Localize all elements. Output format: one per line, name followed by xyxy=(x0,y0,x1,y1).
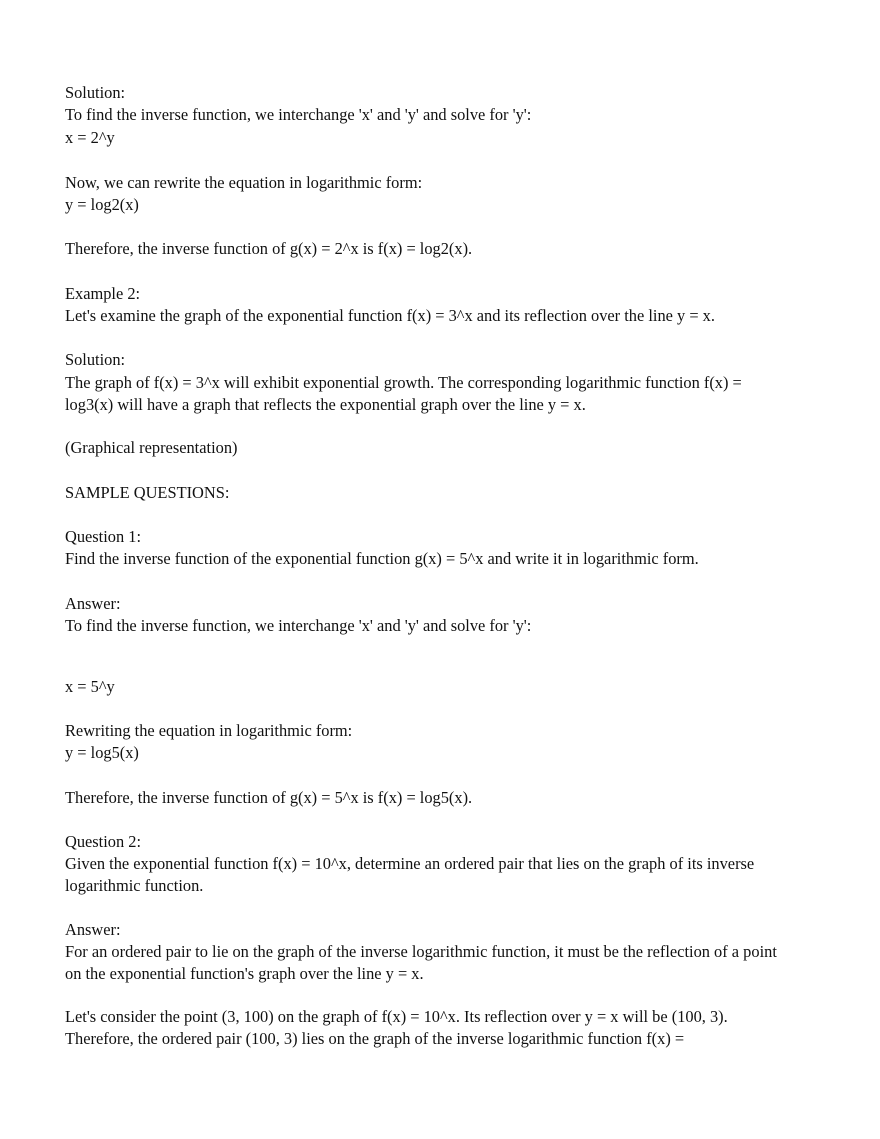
text-line: Find the inverse function of the exponential function g(x) = 5^x and write it in logarithmic form. xyxy=(65,549,699,568)
equation-line: y = log2(x) xyxy=(65,195,139,214)
text-line: (Graphical representation) xyxy=(65,438,238,457)
equation-line: y = log5(x) xyxy=(65,743,139,762)
text-line: Now, we can rewrite the equation in logarithmic form: xyxy=(65,173,423,192)
text-line: Therefore, the ordered pair (100, 3) lies on the graph of the inverse logarithmic function f(x) = xyxy=(65,1029,685,1048)
text-line: Let's examine the graph of the exponential function f(x) = 3^x and its reflection over the line y = x. xyxy=(65,306,715,325)
equation-line: x = 5^y xyxy=(65,677,115,696)
equation-line: x = 2^y xyxy=(65,128,115,147)
text-line: Rewriting the equation in logarithmic form: xyxy=(65,721,353,740)
text-line: log3(x) will have a graph that reflects the exponential graph over the line y = x. xyxy=(65,395,586,414)
text-line: To find the inverse function, we interchange 'x' and 'y' and solve for 'y': xyxy=(65,105,532,124)
text-line: For an ordered pair to lie on the graph of the inverse logarithmic function, it must be the reflection of a point xyxy=(65,942,777,961)
text-line: Therefore, the inverse function of g(x) = 5^x is f(x) = log5(x). xyxy=(65,788,473,807)
question-heading: Question 2: xyxy=(65,832,142,851)
question-heading: Question 1: xyxy=(65,527,142,546)
text-line: The graph of f(x) = 3^x will exhibit exponential growth. The corresponding logarithmic function f(x) = xyxy=(65,373,742,392)
example-heading: Example 2: xyxy=(65,284,141,303)
section-heading: SAMPLE QUESTIONS: xyxy=(65,483,230,502)
text-line: Let's consider the point (3, 100) on the graph of f(x) = 10^x. Its reflection over y = x will be (100, 3). xyxy=(65,1007,728,1026)
text-line: logarithmic function. xyxy=(65,876,204,895)
answer-heading: Answer: xyxy=(65,594,121,613)
answer-heading: Answer: xyxy=(65,920,121,939)
solution-heading: Solution: xyxy=(65,350,126,369)
text-line: Therefore, the inverse function of g(x) = 2^x is f(x) = log2(x). xyxy=(65,239,473,258)
text-line: Given the exponential function f(x) = 10^x, determine an ordered pair that lies on the graph of its inverse xyxy=(65,854,755,873)
text-line: on the exponential function's graph over the line y = x. xyxy=(65,964,424,983)
solution-heading: Solution: xyxy=(65,83,126,102)
text-line: To find the inverse function, we interchange 'x' and 'y' and solve for 'y': xyxy=(65,616,532,635)
